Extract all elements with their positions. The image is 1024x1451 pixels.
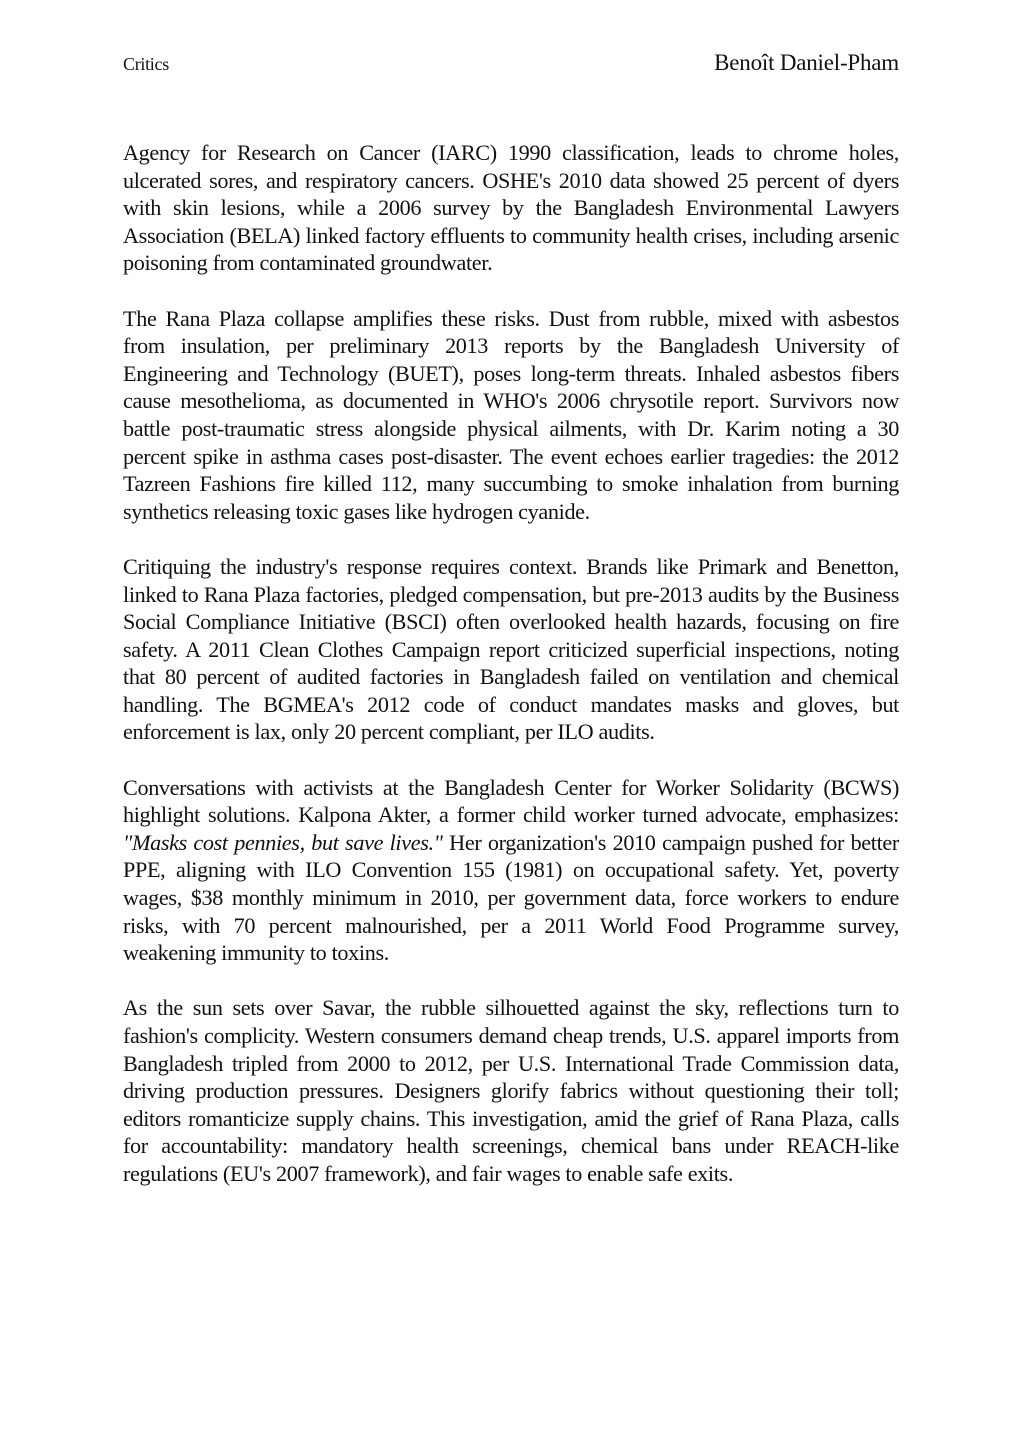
section-title: Critics [123, 54, 169, 74]
paragraph-industry-response: Critiquing the industry's response requires context. Brands like Primark and Benetton, linked to Rana Plaza factories, pledged compensation, but pre-2013 audits by the Business Social Compliance Initiative (BSCI) often overlooked health hazards, focusing on fire safety. A 2011 Clean Clothes Campaign report criticized superficial inspections, noting that 80 percent of audited factories in Bangladesh failed on ventilation and chemical handling. The BGMEA's 2012 code of conduct mandates masks and gloves, but enforcement is lax, only 20 percent compliant, per ILO audits. [123, 553, 899, 745]
paragraph-conclusion: As the sun sets over Savar, the rubble silhouetted against the sky, reflections turn to fashion's complicity. Western consumers demand cheap trends, U.S. apparel imports from Bangladesh tripled from 2000 to 2012, per U.S. International Trade Commission data, driving production pressures. Designers glorify fabrics without questioning their toll; editors romanticize supply chains. This investigation, amid the grief of Rana Plaza, calls for accountability: mandatory health screenings, chemical bans under REACH-like regulations (EU's 2007 framework), and fair wages to enable safe exits. [123, 995, 899, 1186]
article-body [123, 139, 899, 1215]
paragraph-rana-plaza: The Rana Plaza collapse amplifies these risks. Dust from rubble, mixed with asbestos from insulation, per preliminary 2013 reports by the Bangladesh University of Engineering and Technology (BUET), poses long-term threats. Inhaled asbestos fibers cause mesothelioma, as documented in WHO's 2006 chrysotile report. Survivors now battle post-traumatic stress alongside physical ailments, with Dr. Karim noting a 30 percent spike in asthma cases post-disaster. The event echoes earlier tragedies: the 2012 Tazreen Fashions fire killed 112, many succumbing to smoke inhalation from burning synthetics releasing toxic gases like hydrogen cyanide. [123, 305, 899, 524]
paragraph-text-after-quote: Her organization's 2010 campaign pushed for better PPE, aligning with ILO Convention 155 (1981) on occupational safety. Yet, poverty wages, $38 monthly minimum in 2010, per government data, force workers to endure risks, with 70 percent malnourished, per a 2011 World Food Programme survey, weakening immunity to toxins. [123, 829, 899, 966]
pull-quote: "Masks cost pennies, but save lives." [123, 829, 443, 855]
paragraph-text-before-quote: Conversations with activists at the Bangladesh Center for Worker Solidarity (BCWS) highlight solutions. Kalpona Akter, a former child worker turned advocate, emphasizes: [123, 774, 899, 828]
running-header [123, 50, 899, 84]
paragraph-health-effects: Agency for Research on Cancer (IARC) 1990 classification, leads to chrome holes, ulcerated sores, and respiratory cancers. OSHE's 2010 data showed 25 percent of dyers with skin lesions, while a 2006 survey by the Bangladesh Environmental Lawyers Association (BELA) linked factory effluents to community health crises, including arsenic poisoning from contaminated groundwater. [123, 140, 899, 276]
author-name: Benoît Daniel-Pham [714, 50, 899, 75]
paragraph-activists [123, 774, 899, 967]
